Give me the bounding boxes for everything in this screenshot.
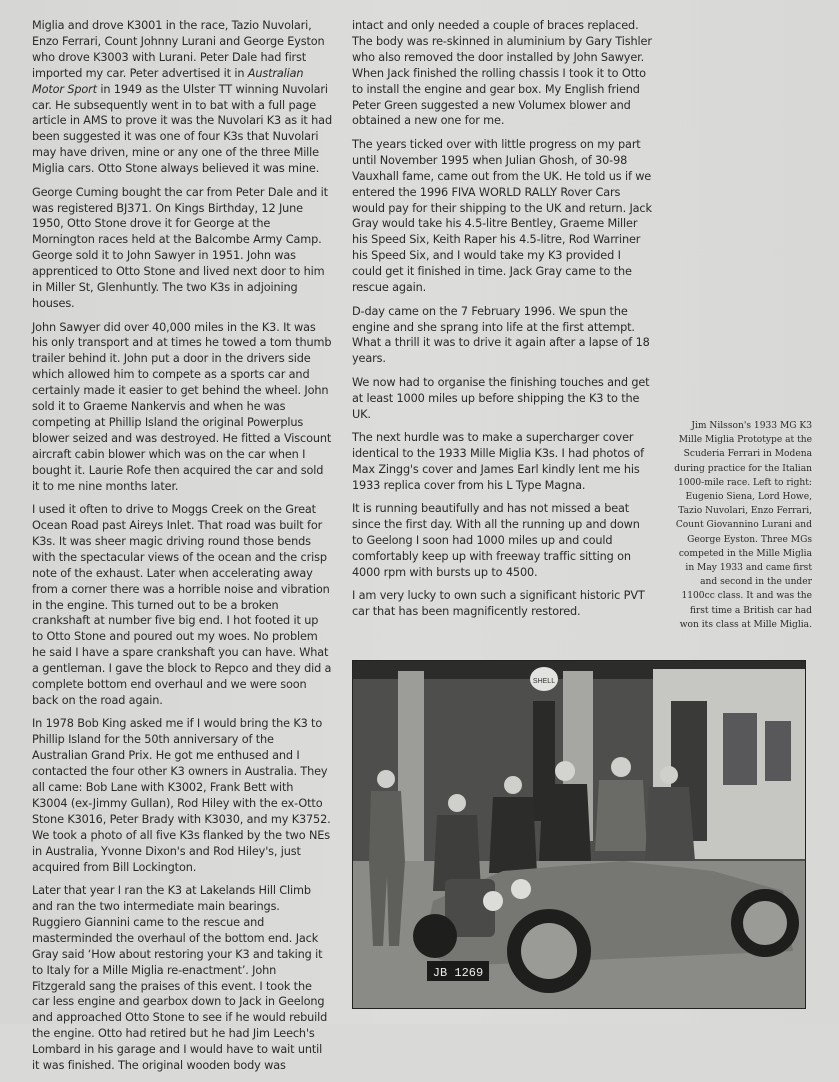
car-headlamp [483, 891, 503, 911]
photo-caption [662, 419, 812, 632]
paragraph-text: in 1949 as the Ulster TT winning Nuvolari car. He subsequently went in to bat with a full page article in AMS to prove it was the Nuvolari K3 as it had been suggested it was one of four K3s that Nuvolari may have driven, mine or any one of the three Mille Miglia cars. Otto Stone always believed it was mine. [32, 82, 332, 176]
paragraph: In 1978 Bob King asked me if I would bring the K3 to Phillip Island for the 50th anniversary of the Australian Grand Prix. He got me enthused and I contacted the four other K3 owners in Australia. They all came: Bob Lane with K3002, Frank Bett with K3004 (ex-Jimmy Gullan), Rod Hiley with the ex-Otto Stone K3016, Peter Brady with K3030, and my K3752. We took a photo of all five K3s flanked by the two NEs in Australia, Yvonne Dixon's and Rod Hiley's, just acquired from Bill Lockington. [32, 717, 331, 874]
caption-line: Mille Miglia Prototype at the [678, 435, 812, 446]
paragraph-text: Miglia and drove K3001 in the race, Tazio Nuvolari, Enzo Ferrari, Count Johnny Lurani and George Eyston who drove K3003 with Lurani. Peter Dale had first imported my car. Peter advertised it in [32, 19, 325, 80]
paragraph: George Cuming bought the car from Peter Dale and it was registered BJ371. On Kings Birthday, 12 June 1950, Otto Stone drove it for George at the Mornington races held at the Balcombe Army Camp. George sold it to John Sawyer in 1951. John was apprenticed to Otto Stone and lived next door to him in Miller St, Glenhuntly. The two K3s in adjoining houses. [32, 185, 328, 310]
building-window [723, 713, 757, 785]
paragraph: We now had to organise the finishing touches and get at least 1000 miles up before shipping the K3 to the UK. [352, 375, 650, 421]
caption-line: during practice for the Italian [674, 463, 812, 474]
caption-line: 1000-mile race. Left to right: [678, 477, 812, 488]
caption-line: Tazio Nuvolari, Enzo Ferrari, [678, 506, 812, 517]
paragraph: I used it often to drive to Moggs Creek on the Great Ocean Road past Aireys Inlet. That road was built for K3s. It was sheer magic driving round those bends with the spectacular views of the ocean and the crisp note of the exhaust. Later when accelerating away from a corner there was a horrible noise and vibration in the engine. This turned out to be a broken crankshaft at number five big end. I hot footed it up to Otto Stone and poured out my woes. No problem he said I have a spare crankshaft you can have. What a gentleman. I gave the block to Repco and they did a complete bottom end overhaul and we were soon back on the road again. [32, 503, 332, 707]
caption-line: Count Giovannino Lurani and [675, 520, 812, 531]
paragraph: I am very lucky to own such a significant historic PVT car that has been magnificently restored. [352, 589, 645, 619]
paragraph: John Sawyer did over 40,000 miles in the K3. It was his only transport and at times he towed a tom thumb trailer behind it. John put a door in the drivers side which allowed him to compete as a sports car and certainly made it easier to get behind the wheel. John sold it to Graeme Nankervis and when he was competing at Phillip Island the original Powerplus blower seized and was destroyed. He fitted a Viscount aircraft cabin blower which was on the car when I bought it. Laurie Rofe then acquired the car and sold it to me nine months later. [32, 320, 332, 493]
caption-line: first time a British car had [689, 605, 812, 616]
car-headlamp [511, 879, 531, 899]
paragraph: The next hurdle was to make a supercharger cover identical to the 1933 Mille Miglia K3s. I had photos of Max Zingg's cover and James Earl kindly lent me his 1933 replica cover from his L Type Magna. [352, 431, 644, 492]
paragraph: intact and only needed a couple of braces replaced. The body was re-skinned in aluminium by Gary Tishler who also removed the door installed by John Sawyer. When Jack finished the rolling chassis I took it to Otto to install the engine and gear box. My English friend Peter Green suggested a new Volumex blower and obtained a new one for me. [352, 19, 652, 128]
caption-line: in May 1933 and came first [685, 563, 812, 574]
caption-line: won its class at Mille Miglia. [679, 619, 812, 630]
caption-line: and second in the under [700, 577, 812, 588]
paragraph: D-day came on the 7 February 1996. We spun the engine and she sprang into life at the first attempt. What a thrill it was to drive it again after a lapse of 18 years. [352, 304, 650, 366]
paragraph [32, 18, 332, 177]
paragraph: Later that year I ran the K3 at Lakelands Hill Climb and ran the two intermediate main bearings. Ruggiero Giannini came to the rescue and masterminded the overhaul of the bottom end. Jack Gray said ‘How about restoring your K3 and taking it to Italy for a Mille Miglia re-enactment’. John Fitzgerald sang the praises of this event. I took the car less engine and gearbox down to Jack in Geelong and approached Otto Stone to see if he would rebuild the engine. Otto had retired but he had Jim Leech's Lombard in his garage and I would have to wait until it was finished. The original wooden body was [32, 884, 328, 1073]
text-column-right [352, 18, 652, 628]
caption-line: 1100cc class. It and was the [681, 591, 812, 602]
car-wheel [413, 914, 457, 958]
plate-text: JB 1269 [432, 966, 484, 980]
pump-sign: SHELL [532, 678, 556, 685]
paragraph: The years ticked over with little progress on my part until November 1995 when Julian Ghosh, of 30-98 Vauxhall fame, came out from the UK. He told us if we entered the 1996 FIVA WORLD RALLY Rover Cars would pay for their shipping to the UK and return. Jack Gray would take his 4.5-litre Bentley, Graeme Miller his Speed Six, Keith Raper his 4.5-litre, Rod Warriner his Speed Six, and I would take my K3 provided I could get it finished in time. Jack Gray came to the rescue again. [352, 137, 652, 295]
caption-line: George Eyston. Three MGs [687, 534, 812, 545]
historic-photo [352, 660, 806, 1009]
paragraph: It is running beautifully and has not missed a beat since the first day. With all the running up and down to Geelong I soon had 1000 miles up and could comfortably keep up with freeway traffic sitting on 4000 rpm with bursts up to 4500. [352, 502, 640, 579]
photo-illustration [353, 661, 805, 1008]
caption-line: competed in the Mille Miglia [678, 548, 812, 559]
caption-line: Eugenio Siena, Lord Howe, [685, 492, 812, 503]
building-window [765, 721, 791, 781]
caption-line: Scuderia Ferrari in Modena [683, 449, 812, 460]
text-column-left [32, 18, 332, 1082]
caption-line: Jim Nilsson's 1933 MG K3 [691, 421, 812, 431]
magazine-title: Australian Motor Sport [32, 66, 304, 96]
